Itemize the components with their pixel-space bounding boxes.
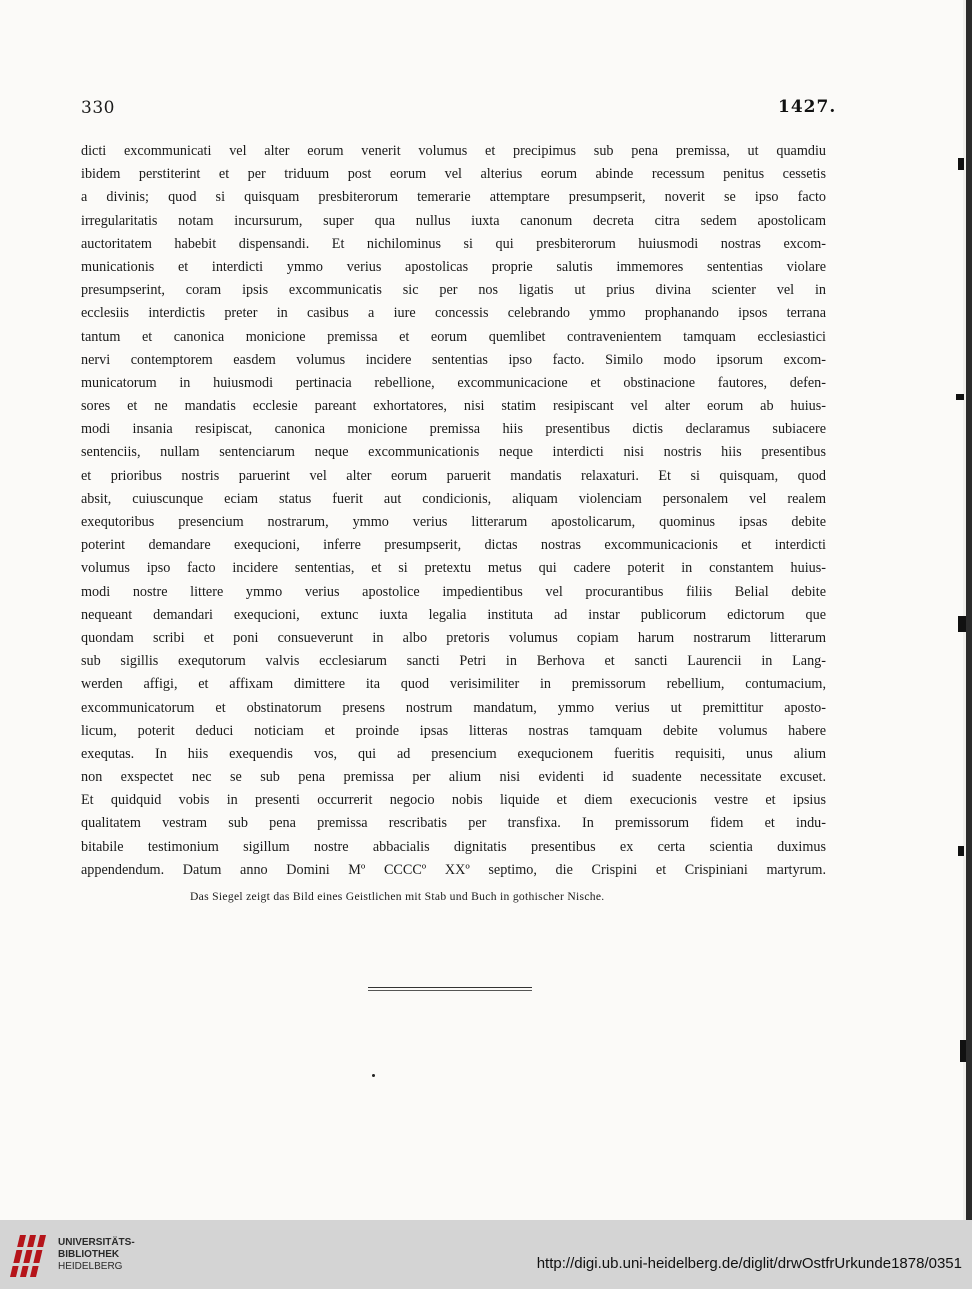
text-line: exequtas. In hiis exequendis vos, qui ad presencium exequcionem fueritis requisiti, unus alium xyxy=(81,745,826,762)
text-line: modi nostre littere ymmo verius apostolice impedientibus vel procurantibus filiis Belial debite xyxy=(81,583,826,600)
text-line: qualitatem vestram sub pena premissa rescribatis per transfixa. In premissorum fidem et indu- xyxy=(81,815,826,832)
library-name xyxy=(58,1237,135,1273)
seal-note: Das Siegel zeigt das Bild eines Geistlichen mit Stab und Buch in gothischer Nische. xyxy=(190,890,605,903)
university-library-logo-icon[interactable] xyxy=(6,1229,54,1281)
text-line: nequeant demandari exequcioni, extunc iuxta legalia instituta ad instar publicorum edictorum que xyxy=(81,606,826,623)
text-line: auctoritatem habebit dispensandi. Et nichilominus si qui presbiterorum huiusmodi nostras excom- xyxy=(81,235,826,252)
text-line: et prioribus nostris paruerint vel alter eorum paruerit mandatis relaxaturi. Et si quisquam, quod xyxy=(81,467,826,484)
text-line: ibidem perstiterint et per triduum post eorum vel alterius eorum abinde recessum penitus cessetis xyxy=(81,166,826,183)
text-line: municationis et interdicti ymmo verius apostolicas proprie salutis immemores sententias violare xyxy=(81,258,826,275)
text-line: quondam scribi et poni consueverunt in albo pretoris volumus copiam harum nostrarum litterarum xyxy=(81,629,826,646)
text-line: presumpserint, coram ipsis excommunicatis sic per nos ligatis ut prius divina scienter vel in xyxy=(81,282,826,299)
text-line: exequtoribus presencium nostrarum, ymmo verius litterarum apostolicarum, quominus ipsas debite xyxy=(81,514,826,530)
text-line: nervi contemptorem easdem volumus incidere sententias ipso facto. Similo modo ipsorum excom- xyxy=(81,351,826,368)
page-year-heading: 1427. xyxy=(778,97,837,117)
text-line: municatorum in huiusmodi pertinacia rebellione, excommunicacione et obstinacione fautores, defen- xyxy=(81,374,826,391)
text-line: dicti excommunicati vel alter eorum venerit volumus et precipimus sub pena premissa, ut quamdiu xyxy=(81,143,826,159)
text-line: absit, cuiuscunque eciam status fuerit aut condicionis, aliquam violenciam personalem vel realem xyxy=(81,490,826,507)
page-edge-border xyxy=(966,0,972,1220)
text-line: irregularitatis notam incursurum, super qua nullus iuxta canonum decreta citra sedem apostolicam xyxy=(81,212,826,229)
library-name-line: UNIVERSITÄTS- xyxy=(58,1237,135,1248)
text-line: sores et ne mandatis ecclesie pareant exhortatores, nisi statim resipiscant vel alter eorum ab huius- xyxy=(81,398,826,415)
text-line: Et quidquid vobis in presenti occurrerit negocio nobis liquide et diem execucionis vestre et ipsius xyxy=(81,792,826,809)
document-body xyxy=(81,140,826,882)
text-line: a divinis; quod si quisquam presbiterorum temerarie attemptare presumpserit, noverit se ipso facto xyxy=(81,189,826,206)
text-line: licum, poterit deduci noticiam et proinde ipsas litteras nostras tamquam debite volumus habere xyxy=(81,722,826,739)
page-number: 330 xyxy=(81,98,115,118)
text-line: ecclesiis interdictis preter in casibus a iure concessis celebrando ymmo prophanando ipsos terrana xyxy=(81,305,826,322)
text-line: volumus ipso facto incidere sententias, et si pretextu metus qui cadere poterit in constantem huius- xyxy=(81,560,826,577)
text-line: sentenciis, nullam sentenciarum neque excommunicationis neque interdicti nisi nostris hiis presentibus xyxy=(81,444,826,461)
text-line: modi insania resipiscat, canonica monicione premissa hiis presentibus dictis declaramus subiacere xyxy=(81,421,826,438)
text-line: appendendum. Datum anno Domini Mº CCCCº XXº septimo, die Crispini et Crispiniani martyrum. xyxy=(81,861,826,878)
text-line: werden affigi, et affixam dimittere ita quod verisimiliter in premissorum rebellium, contumacium, xyxy=(81,676,826,693)
text-line: tantum et canonica monicione premissa et eorum quemlibet contravenientem tamquam ecclesiastici xyxy=(81,328,826,345)
text-line: poterint demandare exequcioni, inferre presumpserit, dictas nostras excommunicacionis et interdicti xyxy=(81,537,826,554)
text-line: excommunicatorum et obstinatorum presens nostrum mandatum, ymmo verius ut premittitur aposto- xyxy=(81,699,826,716)
end-rule-divider xyxy=(368,987,532,991)
library-name-line: BIBLIOTHEK xyxy=(58,1249,120,1260)
text-line: bitabile testimonium sigillum nostre abbacialis dignitatis presentibus ex certa scientia duximus xyxy=(81,838,826,855)
library-name-line: HEIDELBERG xyxy=(58,1261,123,1272)
text-line: sub sigillis exequtorum valvis ecclesiarum sancti Petri in Berhova et sancti Laurencii in Lang- xyxy=(81,653,826,670)
text-line: non exspectet nec se sub pena premissa per alium nisi evidenti id suadente necessitate excuset. xyxy=(81,769,826,786)
permalink-url[interactable]: http://digi.ub.uni-heidelberg.de/diglit/drwOstfrUrkunde1878/0351 xyxy=(536,1255,962,1272)
ink-speck xyxy=(372,1074,375,1077)
